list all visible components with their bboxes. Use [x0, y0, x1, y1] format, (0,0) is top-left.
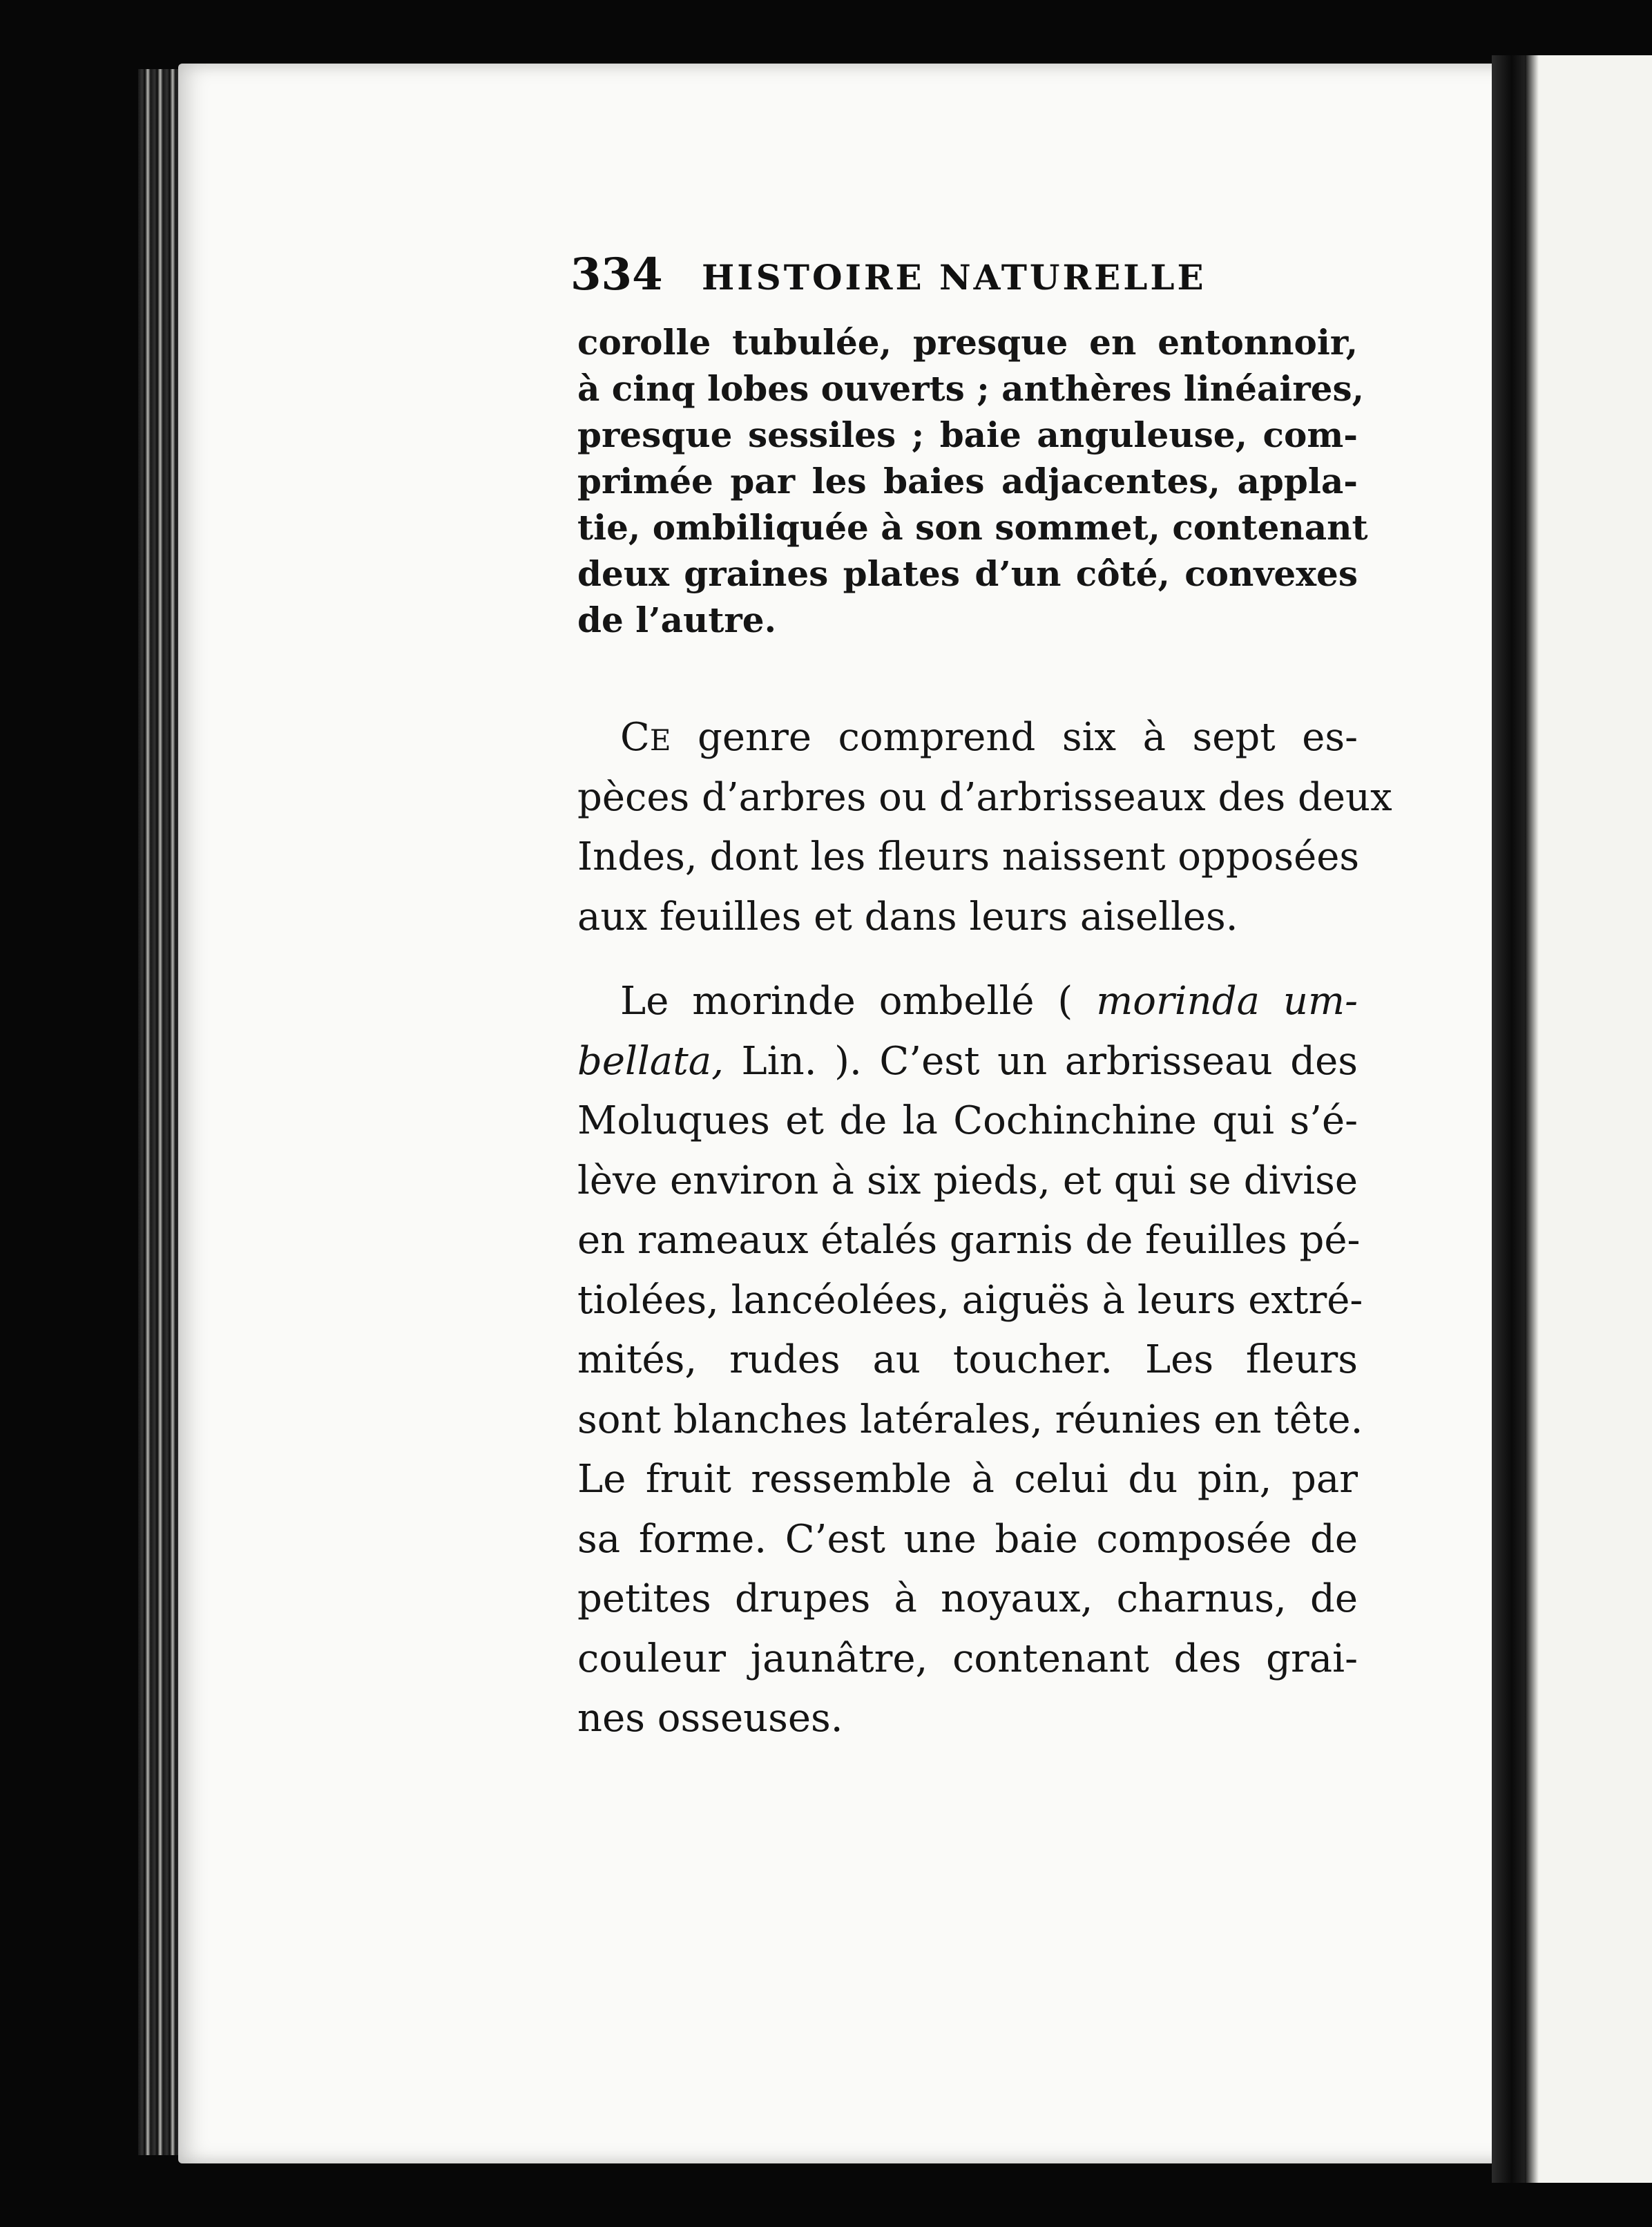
small-capital: E	[649, 723, 671, 757]
text-line: de l’autre.	[577, 600, 776, 640]
text-line: Indes, dont les fleurs naissent opposées	[577, 834, 1360, 879]
genus-description	[577, 319, 1368, 643]
text-line: sont blanches latérales, réunies en tête.	[577, 1397, 1363, 1442]
text-line: à cinq lobes ouverts ; anthères linéaires,	[577, 368, 1365, 409]
text-line: presque sessiles ; baie anguleuse, com-	[577, 414, 1358, 455]
text-line: deux graines plates d’un côté, convexes	[577, 553, 1358, 594]
latin-name: bellata,	[577, 1038, 724, 1084]
book-gutter	[1492, 55, 1525, 2183]
text-line: corolle tubulée, presque en entonnoir,	[577, 322, 1358, 363]
paragraph-gap	[577, 947, 1358, 972]
text-line: tiolées, lancéolées, aiguës à leurs extré-	[577, 1277, 1363, 1323]
text-line: petites drupes à noyaux, charnus, de	[577, 1576, 1358, 1621]
text-line: mités, rudes au toucher. Les fleurs	[577, 1337, 1358, 1382]
text-line: sa forme. C’est une baie composée de	[577, 1516, 1358, 1562]
running-head	[570, 249, 1233, 304]
facing-page-sliver	[1525, 55, 1652, 2183]
text-line: aux feuilles et dans leurs aiselles.	[577, 894, 1238, 939]
text-run: Lin. ). C’est un arbrisseau des	[723, 1038, 1358, 1084]
text-line: primée par les baies adjacentes, appla-	[577, 461, 1358, 501]
text-line: tie, ombiliquée à son sommet, contenant	[577, 507, 1368, 548]
text-run: genre comprend six à sept es-	[671, 715, 1358, 760]
text-line: Le fruit ressemble à celui du pin, par	[577, 1457, 1358, 1502]
latin-name: morinda um-	[1096, 979, 1358, 1024]
running-title: HISTOIRE NATURELLE	[702, 257, 1207, 298]
facing-page-shadow	[1525, 55, 1539, 2183]
text-line: Moluques et de la Cochinchine qui s’é-	[577, 1098, 1358, 1143]
text-line: nes osseuses.	[577, 1696, 843, 1741]
text-line: lève environ à six pieds, et qui se divise	[577, 1158, 1358, 1203]
paragraph-first-line	[577, 972, 1358, 1032]
page-number: 334	[570, 249, 663, 300]
text-line: pèces d’arbres ou d’arbrisseaux des deux	[577, 774, 1392, 820]
text-run: Le morinde ombellé (	[620, 979, 1097, 1024]
text-line: en rameaux étalés garnis de feuilles pé-	[577, 1218, 1361, 1263]
drop-letter: C	[620, 715, 650, 760]
text-line: couleur jaunâtre, contenant des grai-	[577, 1636, 1358, 1681]
body-text	[577, 708, 1392, 1749]
paragraph-first-line	[577, 708, 1358, 768]
text-line	[577, 1032, 1358, 1092]
